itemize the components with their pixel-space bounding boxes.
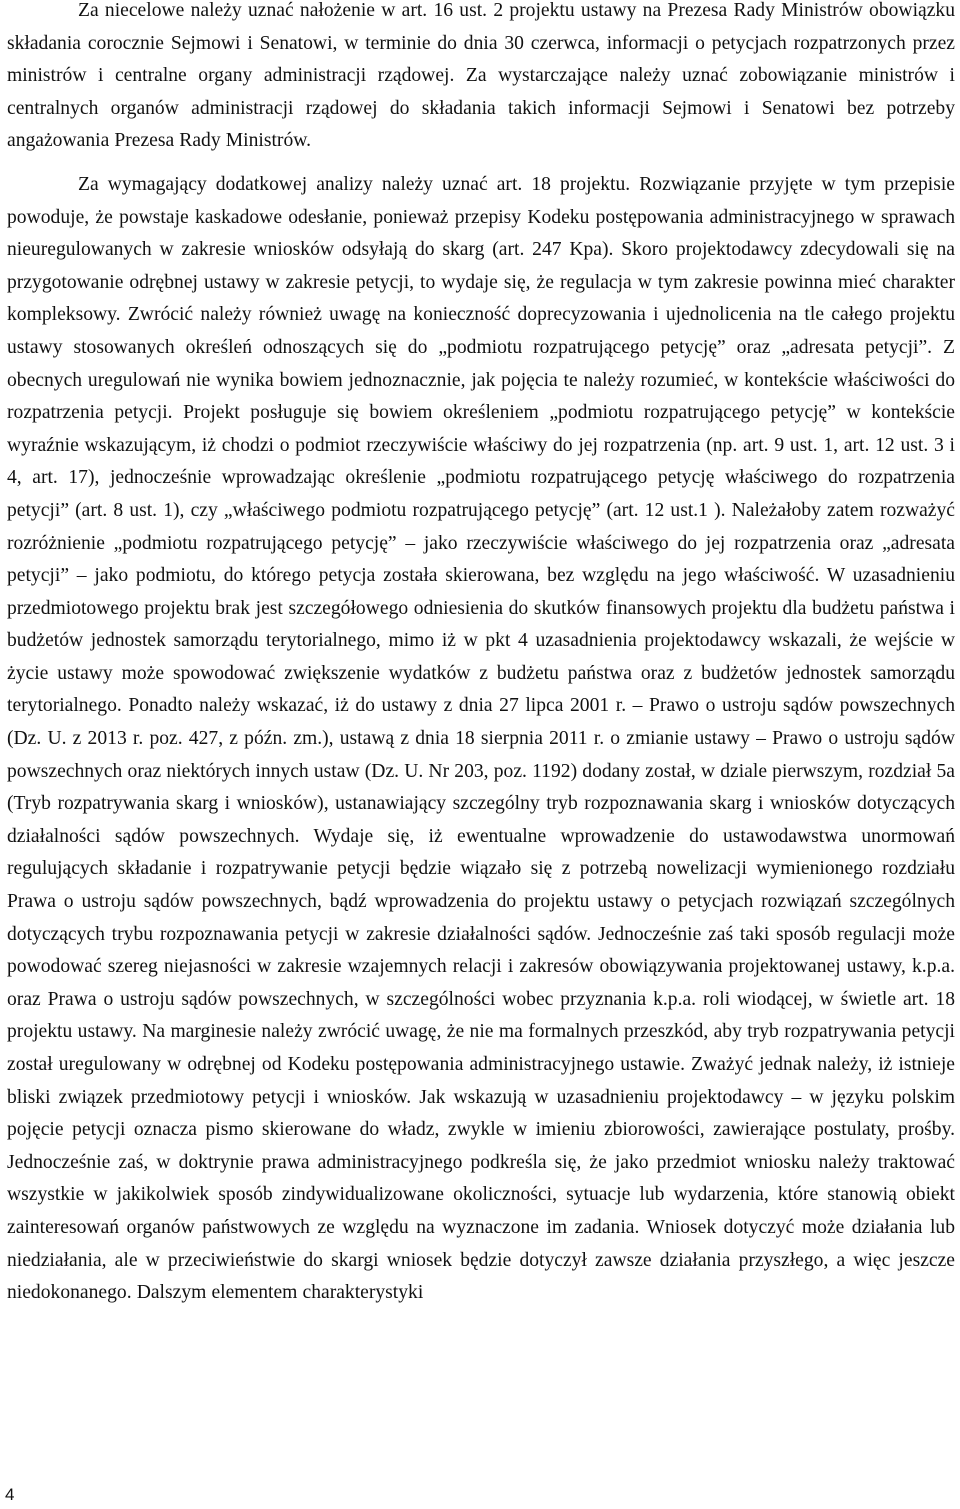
paragraph-petitions-reporting: Za niecelowe należy uznać nałożenie w art. 16 ust. 2 projektu ustawy na Prezesa Rady Ministrów obowiązku składania corocznie Sejmowi i Senatowi, w terminie do dnia 30 czerwca, informacji o petycjach rozpatrzonych przez ministrów i centralne organy administracji rządowej. Za wystarczające należy uznać zobowiązanie ministrów i centralnych organów administracji rządowej do składania takich informacji Sejmowi i Senatowi bez potrzeby angażowania Prezesa Rady Ministrów. [7,0,955,152]
document-body [7,0,955,1310]
page-number: 4 [5,1485,15,1504]
paragraph-article-18-analysis: Za wymagający dodatkowej analizy należy uznać art. 18 projektu. Rozwiązanie przyjęte w tym przepisie powoduje, że powstaje kaskadowe odesłanie, ponieważ przepisy Kodeku postępowania administracyjnego w sprawach nieuregulowanych w zakresie wniosków odsyłają do skarg (art. 247 Kpa). Skoro projektodawcy zdecydowali się na przygotowanie odrębnej ustawy w zakresie petycji, to wydaje się, że regulacja w tym zakresie powinna mieć charakter kompleksowy. Zwrócić należy również uwagę na konieczność doprecyzowania i ujednolicenia na tle całego projektu ustawy stosowanych określeń odnoszących się do „podmiotu rozpatrującego petycję” oraz „adresata petycji”. Z obecnych uregulowań nie wynika bowiem jednoznacznie, jak pojęcia te należy rozumieć, w kontekście właściwości do rozpatrzenia petycji. Projekt posługuje się bowiem określeniem „podmiotu rozpatrującego petycję” w kontekście wyraźnie wskazującym, iż chodzi o podmiot rzeczywiście właściwy do jej rozpatrzenia (np. art. 9 ust. 1, art. 12 ust. 3 i 4, art. 17), jednocześnie wprowadzając określenie „podmiotu rozpatrującego petycję właściwego do rozpatrzenia petycji” (art. 8 ust. 1), czy „właściwego podmiotu rozpatrującego petycję” (art. 12 ust.1 ). Należałoby zatem rozważyć rozróżnienie „podmiotu rozpatrującego petycję” – jako rzeczywiście właściwego do jej rozpatrzenia oraz „adresata petycji” – jako podmiotu, do którego petycja została skierowana, bez względu na jego właściwość. W uzasadnieniu przedmiotowego projektu brak jest szczegółowego odniesienia do skutków finansowych projektu dla budżetu państwa i budżetów jednostek samorządu terytorialnego, mimo iż w pkt 4 uzasadnienia projektodawcy wskazali, że wejście w życie ustawy może spowodować zwiększenie wydatków z budżetu państwa oraz z budżetów jednostek samorządu terytorialnego. Ponadto należy wskazać, iż do ustawy z dnia 27 lipca 2001 r. – Prawo o ustroju sądów powszechnych (Dz. U. z 2013 r. poz. 427, z późn. zm.), ustawą z dnia 18 sierpnia 2011 r. o zmianie ustawy – Prawo o ustroju sądów powszechnych oraz niektórych innych ustaw (Dz. U. Nr 203, poz. 1192) dodany został, w dziale pierwszym, rozdział 5a (Tryb rozpatrywania skarg i wniosków), ustanawiający szczególny tryb rozpoznawania skarg i wniosków dotyczących działalności sądów powszechnych. Wydaje się, iż ewentualne wprowadzenie do ustawodawstwa unormowań regulujących składanie i rozpatrywanie petycji będzie wiązało się z potrzebą nowelizacji wymienionego rozdziału Prawa o ustroju sądów powszechnych, bądź wprowadzenia do projektu ustawy o petycjach rozwiązań szczególnych dotyczących trybu rozpoznawania petycji w zakresie działalności sądów. Jednocześnie zaś taki sposób regulacji może powodować szereg niejasności w zakresie wzajemnych relacji i zakresów obowiązywania projektowanej ustawy, k.p.a. oraz Prawa o ustroju sądów powszechnych, w szczególności wobec przyznania k.p.a. roli wiodącej, w świetle art. 18 projektu ustawy. Na marginesie należy zwrócić uwagę, że nie ma formalnych przeszkód, aby tryb rozpatrywania petycji został uregulowany w odrębnej od Kodeku postępowania administracyjnego ustawie. Zważyć jednak należy, iż istnieje bliski związek przedmiotowy petycji i wniosków. Jak wskazują w uzasadnieniu projektodawcy – w języku polskim pojęcie petycji oznacza pismo skierowane do władz, zwykle w imieniu zbiorowości, zawierające postulaty, prośby. Jednocześnie zaś, w doktrynie prawa administracyjnego podkreśla się, że jako przedmiot wniosku należy traktować wszystkie w jakikolwiek sposób zindywidualizowane okoliczności, sytuacje lub wydarzenia, które stanowią obiekt zainteresowań organów państwowych ze względu na wyznaczone im zadania. Wniosek dotyczyć może działania lub niedziałania, ale w przeciwieństwie do skargi wniosek będzie dotyczył zawsze działania przyszłego, a więc jeszcze niedokonanego. Dalszym elementem charakterystyki [7,173,955,1304]
